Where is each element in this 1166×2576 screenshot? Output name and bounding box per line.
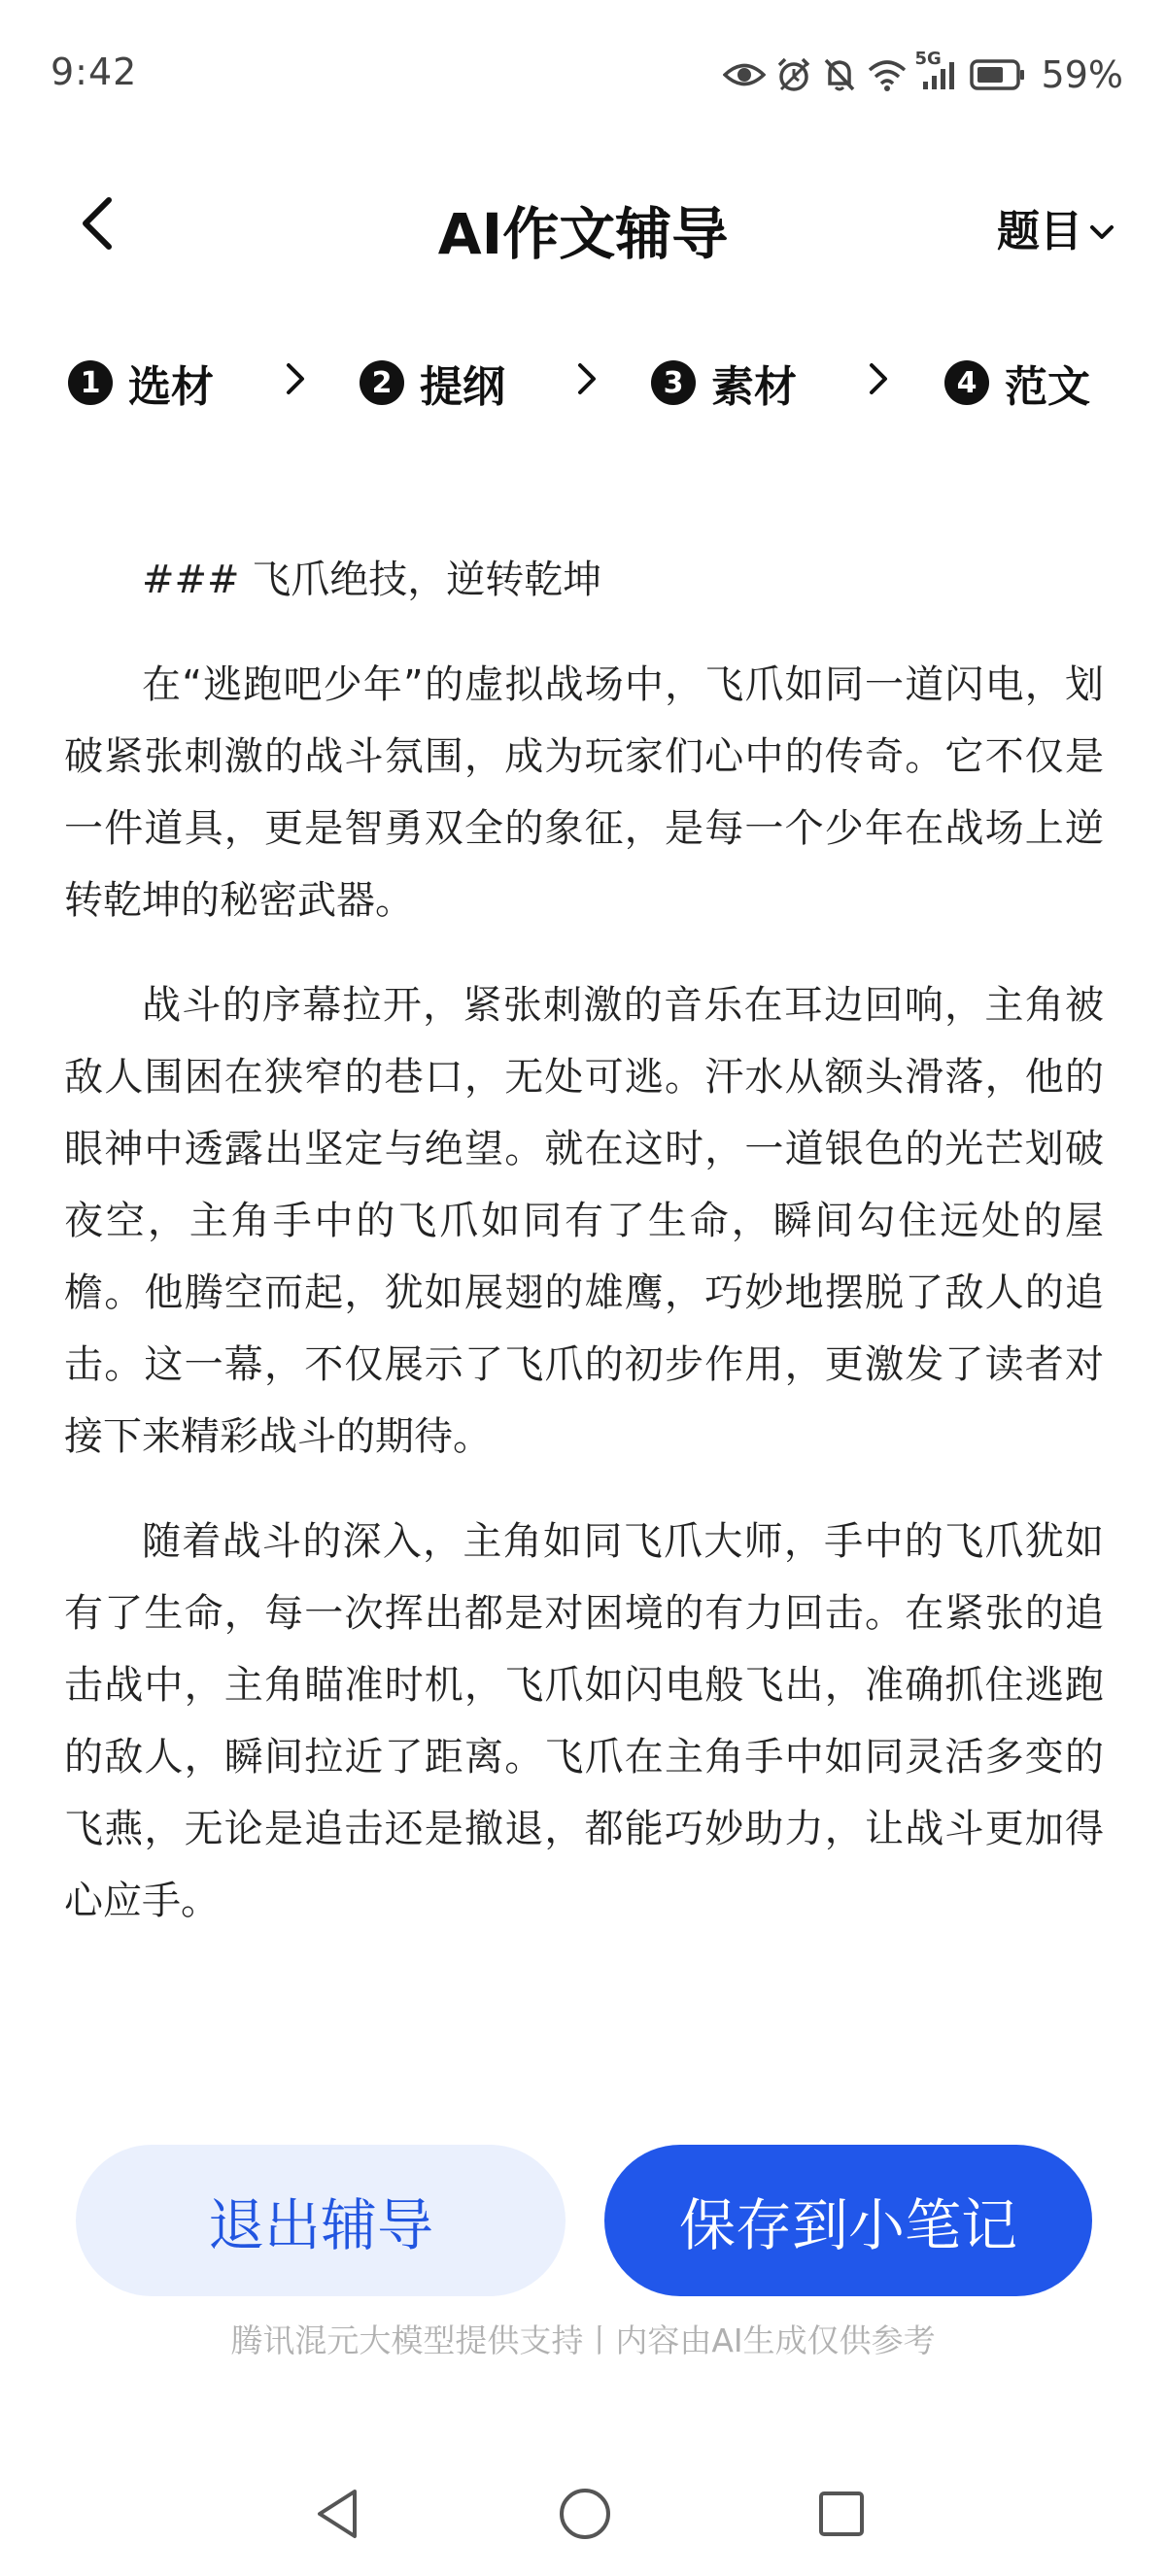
exit-tutoring-button[interactable]: 退出辅导 bbox=[76, 2145, 566, 2296]
chevron-right-icon bbox=[575, 359, 599, 402]
topic-button[interactable] bbox=[997, 196, 1115, 258]
page-title: AI作文辅导 bbox=[437, 201, 729, 267]
disclaimer-text: 腾讯混元大模型提供支持丨内容由AI生成仅供参考 bbox=[230, 2322, 936, 2359]
step-progress bbox=[68, 352, 1108, 420]
chevron-right-icon bbox=[867, 359, 890, 402]
step-1[interactable] bbox=[68, 352, 214, 414]
nav-home-button[interactable] bbox=[546, 2477, 624, 2555]
nav-back-icon bbox=[314, 2488, 362, 2544]
step-3[interactable] bbox=[651, 352, 797, 414]
step-label: 选材 bbox=[128, 362, 214, 412]
chevron-right-icon bbox=[284, 359, 307, 402]
essay-paragraph: 战斗的序幕拉开，紧张刺激的音乐在耳边回响，主角被敌人围困在狭窄的巷口，无处可逃。汗水从额头滑落，他的眼神中透露出坚定与绝望。就在这时，一道银色的光芒划破夜空，主角手中的飞爪如同有了生命，瞬间勾住远处的屋檐。他腾空而起，犹如展翅的雄鹰，巧妙地摆脱了敌人的追击。这一幕，不仅展示了飞爪的初步作用，更激发了读者对接下来精彩战斗的期待。 bbox=[64, 983, 1104, 1459]
save-to-notes-button[interactable]: 保存到小笔记 bbox=[604, 2145, 1092, 2296]
header bbox=[0, 165, 1166, 282]
essay-heading: ### 飞爪绝技，逆转乾坤 bbox=[142, 558, 602, 602]
step-number: 3 bbox=[651, 360, 696, 405]
step-number: 4 bbox=[944, 360, 989, 405]
mute-icon bbox=[822, 56, 857, 93]
network-type-label: 5G bbox=[914, 49, 942, 69]
status-icons bbox=[723, 51, 1123, 99]
nav-back-button[interactable] bbox=[299, 2477, 377, 2555]
status-bar bbox=[0, 0, 1166, 146]
wifi-icon bbox=[867, 58, 908, 91]
nav-recents-icon bbox=[817, 2490, 866, 2542]
step-label: 提纲 bbox=[420, 362, 505, 412]
eye-icon bbox=[723, 60, 766, 89]
nav-home-icon bbox=[558, 2487, 612, 2545]
status-time: 9:42 bbox=[51, 51, 138, 93]
system-nav-bar bbox=[0, 2467, 1166, 2564]
essay-paragraph: 随着战斗的深入，主角如同飞爪大师，手中的飞爪犹如有了生命，每一次挥出都是对困境的有力回击。在紧张的追击战中，主角瞄准时机，飞爪如闪电般飞出，准确抓住逃跑的敌人，瞬间拉近了距离。飞爪在主角手中如同灵活多变的飞燕，无论是追击还是撤退，都能巧妙助力，让战斗更加得心应手。 bbox=[64, 1519, 1104, 1923]
nav-recents-button[interactable] bbox=[803, 2477, 880, 2555]
step-2[interactable] bbox=[360, 352, 505, 414]
battery-percent: 59% bbox=[1041, 53, 1123, 96]
step-number: 1 bbox=[68, 360, 113, 405]
battery-icon bbox=[970, 59, 1026, 90]
essay-content bbox=[64, 544, 1104, 1970]
alarm-icon bbox=[775, 56, 812, 93]
essay-paragraph: 在“逃跑吧少年”的虚拟战场中，飞爪如同一道闪电，划破紧张刺激的战斗氛围，成为玩家们心中的传奇。它不仅是一件道具，更是智勇双全的象征，是每一个少年在战场上逆转乾坤的秘密武器。 bbox=[64, 662, 1104, 923]
step-4[interactable] bbox=[944, 352, 1090, 414]
topic-label: 题目 bbox=[997, 207, 1082, 256]
step-label: 范文 bbox=[1005, 362, 1090, 412]
signal-icon bbox=[914, 49, 960, 91]
chevron-down-icon bbox=[1088, 203, 1115, 253]
step-number: 2 bbox=[360, 360, 404, 405]
step-label: 素材 bbox=[711, 362, 797, 412]
